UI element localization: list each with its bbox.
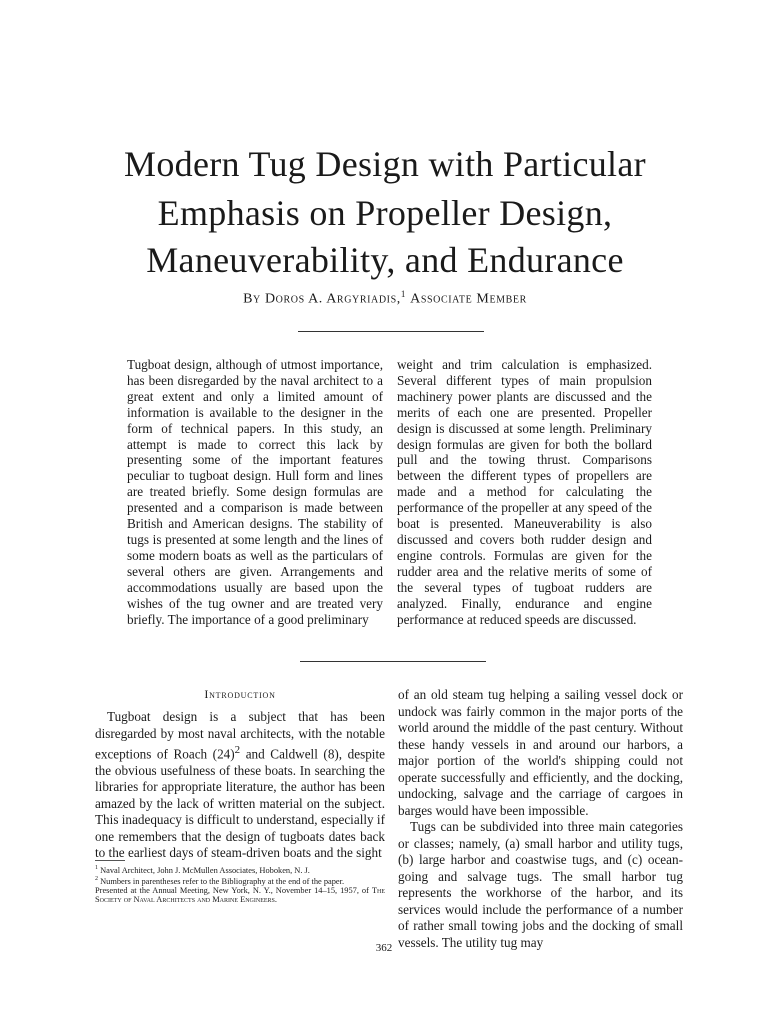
author-footnote-mark: 1 [400,289,406,299]
intro-text-part-a: Tugboat design is a subject that has been disregarded by most naval architects, with the notable exceptions of Roach (24) [95,709,385,762]
title-line-2: Emphasis on Propeller Design, [157,193,613,233]
abstract-column-right: weight and trim calculation is emphasized. Several different types of main propulsion machinery power plants are discussed and the merits of each one are presented. Propeller design is discussed at some length. Preliminary design formulas are given for both the bollard pull and the towing thrust. Comparisons between the different types of propellers are made and a method for calculating the performance of the propeller at any speed of the boat is presented. Maneuverability is also discussed and covers both rudder design and engine controls. Formulas are given for the rudder area and the relative merits of some of the several types of tugboat rudders are analyzed. Finally, endurance and engine performance at reduced speeds are discussed. [397,357,652,627]
intro-text-part-b: and Caldwell (8), despite the obvious usefulness of these boats. In searching the libraries for appropriate literature, the author has been amazed by the lack of written material on the subject. This inadequacy is difficult to understand, especially if one remembers that the design of tugboats dates back to the earliest days of steam-driven boats and the sight [95,746,385,861]
abstract-column-left: Tugboat design, although of utmost importance, has been disregarded by the naval architect to a great extent and only a limited amount of information is available to the designer in the form of technical papers. In this study, an attempt is made to correct this lack by presenting some of the important features peculiar to tugboat design. Hull form and lines are treated briefly. Some design formulas are presented and a comparison is made between British and American designs. The stability of tugs is presented at some length and the lines of some modern boats as well as the particulars of several others are given. Arrangements and accommodations usually are based upon the wishes of the tug owner and are treated very briefly. The importance of a good preliminary [127,357,383,627]
citation-superscript: 2 [234,744,241,756]
footnotes [95,864,385,904]
footnote-divider [95,860,125,861]
author-name: Doros A. Argyriadis, [264,291,401,307]
section-heading-introduction: Introduction [204,687,276,701]
title-line-1: Modern Tug Design with Particular [124,144,646,184]
byline [60,289,710,308]
title-divider [298,331,484,332]
introduction-paragraph-1 [95,709,385,862]
body-paragraph-tug-classes: Tugs can be subdivided into three main categories or classes; namely, (a) small harbor and utility tugs, (b) large harbor and coastwise tugs, and (c) ocean-going and salvage tugs. The small harbor tug represents the workhorse of the harbor, and its services would include the performance of a number of rather small towing jobs and the docking of small vessels. The utility tug may [398,819,683,950]
footnote-1: $^1$ Naval Architect, John J. McMullen Associates, Hoboken, N. J. [95,865,310,875]
title-line-3: Maneuverability, and Endurance [146,240,624,280]
footnote-presentation: Presented at the Annual Meeting, New York, N. Y., November 14–15, 1957, of The Society of Naval Architects and Marine Engineers. [95,886,386,905]
page-number: 362 [375,942,393,954]
body-paragraph-continued: of an old steam tug helping a sailing vessel dock or undock was fairly common in the major ports of the world around the middle of the past century. Without these handy vessels in and around our harbors, a major portion of the world's shipping could not operate successfully and efficiently, and the docking, undocking, salvage and the carriage of cargoes in barges would have been impossible. [398,687,683,818]
abstract-divider [300,661,486,662]
byline-by: By [243,291,261,307]
body-column-right [398,687,683,951]
footnote-2: $^2$ Numbers in parentheses refer to the Bibliography at the end of the paper. [95,876,345,886]
author-membership: Associate Member [410,291,527,307]
